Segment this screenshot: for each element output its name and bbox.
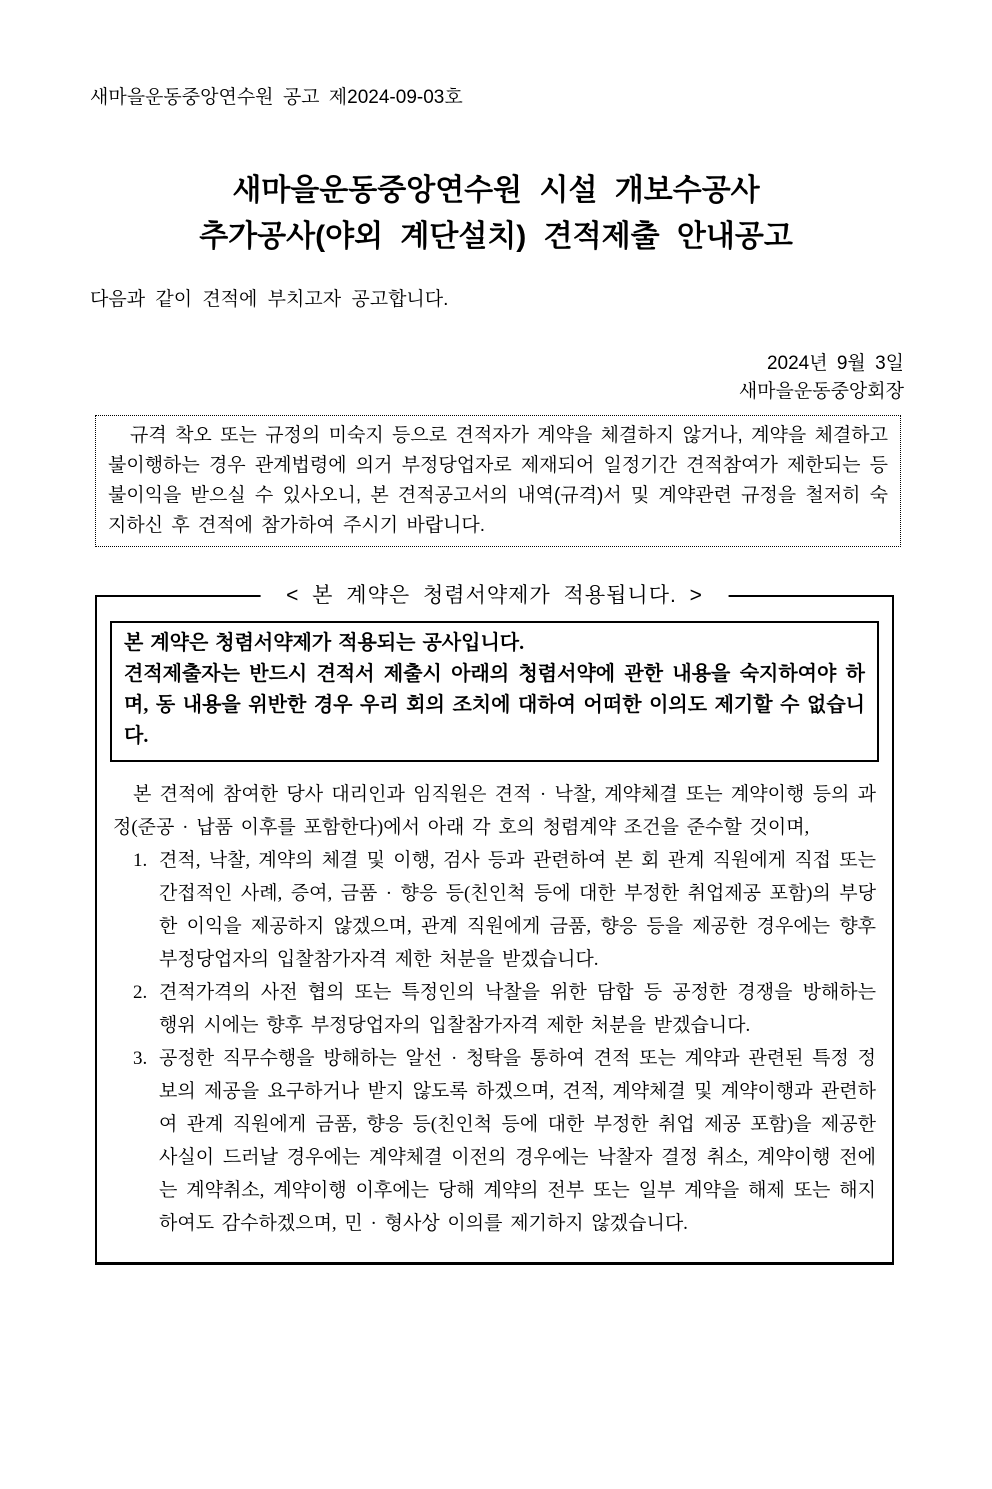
pledge-item-2-number: 2. (133, 982, 148, 1003)
pledge-item-3 (113, 1042, 876, 1240)
signer-title: 새마을운동중앙회장 (738, 381, 904, 402)
pledge-lead-paragraph: 본 견적에 참여한 당사 대리인과 임직원은 견적 · 낙찰, 계약체결 또는 계약이행 등의 과정(준공 · 납품 이후를 포함한다)에서 아래 각 호의 청렴계약 조건을 준수할 것이며, (113, 784, 876, 838)
intro-sentence: 다음과 같이 견적에 부치고자 공고합니다. (90, 289, 449, 310)
pledge-item-3-text: 공정한 직무수행을 방해하는 알선 · 청탁을 통하여 견적 또는 계약과 관련된 특정 정보의 제공을 요구하거나 받지 않도록 하겠으며, 견적, 계약체결 및 계약이행과 관련하여 관계 직원에게 금품, 향응 등(친인척 등에 대한 부정한 취업 제공 포함)을 제공한 사실이 드러날 경우에는 계약체결 이전의 경우에는 낙찰자 결정 취소, 계약이행 전에는 계약취소, 계약이행 이후에는 당해 계약의 전부 또는 일부 계약을 해제 또는 해지하여도 감수하겠으며, 민 · 형사상 이의를 제기하지 않겠습니다. (159, 1048, 876, 1234)
integrity-inner-notice-box (110, 621, 879, 762)
announcement-date: 2024년 9월 3일 (766, 353, 904, 374)
integrity-notice-line2: 견적제출자는 반드시 견적서 제출시 아래의 청렴서약에 관한 내용을 숙지하여야 하며, 동 내용을 위반한 경우 우리 회의 조치에 대하여 어떠한 이의도 제기할 수 없습니다. (124, 663, 865, 747)
announcement-page (0, 86, 992, 1489)
pledge-item-2 (113, 976, 876, 1042)
document-number: 새마을운동중앙연수원 공고 제2024-09-03호 (90, 87, 463, 108)
page-title-line1: 새마을운동중앙연수원 시설 개보수공사 (232, 174, 760, 207)
page-title-line2: 추가공사(야외 계단설치) 견적제출 안내공고 (199, 220, 793, 253)
pledge-item-1 (113, 844, 876, 976)
integrity-pledge-heading: < 본 계약은 청렴서약제가 적용됩니다. > (260, 581, 729, 611)
integrity-pledge-box (95, 584, 894, 1265)
integrity-notice-line1: 본 계약은 청렴서약제가 적용되는 공사입니다. (124, 632, 525, 654)
caution-notice-text: 규격 착오 또는 규정의 미숙지 등으로 견적자가 계약을 체결하지 않거나, 계약을 체결하고 불이행하는 경우 관계법령에 의거 부정당업자로 제재되어 일정기간 견적참여가 제한되는 등 불이익을 받으실 수 있사오니, 본 견적공고서의 내역(규격)서 및 계약관련 규정을 철저히 숙지하신 후 견적에 참가하여 주시기 바랍니다. (108, 425, 888, 536)
pledge-item-2-text: 견적가격의 사전 협의 또는 특정인의 낙찰을 위한 담합 등 공정한 경쟁을 방해하는 행위 시에는 향후 부정당업자의 입찰참가자격 제한 처분을 받겠습니다. (159, 982, 876, 1036)
caution-notice-box (95, 415, 901, 547)
date-signature-block (0, 350, 904, 406)
pledge-item-1-number: 1. (133, 850, 148, 871)
pledge-item-3-number: 3. (133, 1048, 148, 1069)
pledge-item-1-text: 견적, 낙찰, 계약의 체결 및 이행, 검사 등과 관련하여 본 회 관계 직원에게 직접 또는 간접적인 사례, 증여, 금품 · 향응 등(친인척 등에 대한 부정한 취업제공 포함)의 부당한 이익을 제공하지 않겠으며, 관계 직원에게 금품, 향응 등을 제공한 경우에는 향후 부정당업자의 입찰참가자격 제한 처분을 받겠습니다. (159, 850, 876, 970)
page-title (0, 168, 992, 260)
